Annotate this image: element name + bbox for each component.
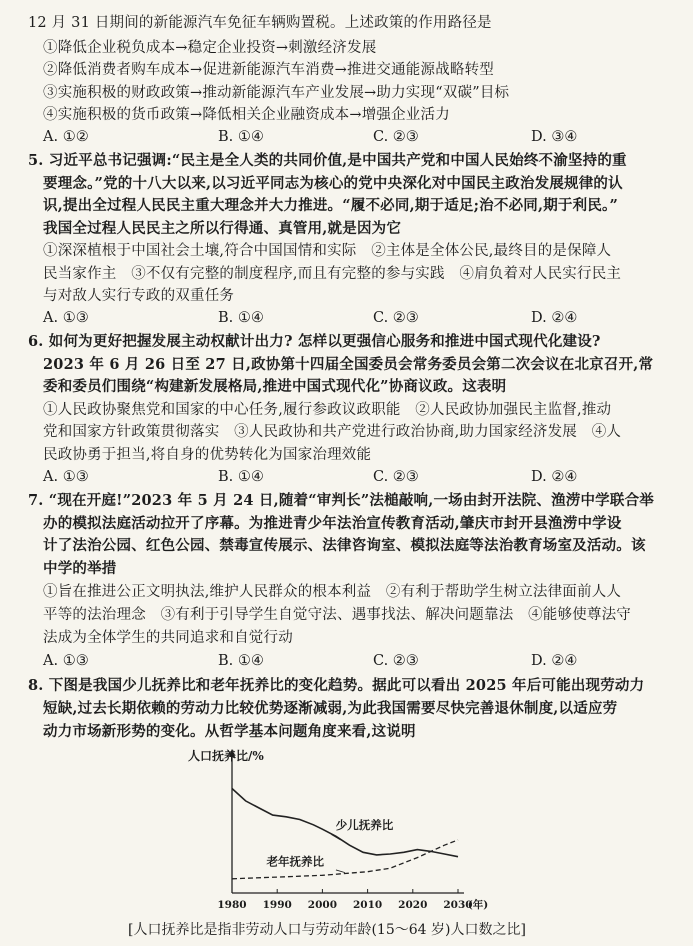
q4-line-1: 12 月 31 日期间的新能源汽车免征车辆购置税。上述政策的作用路径是 [28,15,492,31]
q7-option-c[interactable]: C. ②③ [373,653,419,669]
x-tick-label-2000: 2000 [307,899,338,911]
x-tick-label-1980: 1980 [217,899,247,911]
series-leader-elderly [336,870,345,873]
q5-option-b[interactable]: B. ①④ [218,310,264,326]
series-label-elderly: 老年抚养比 [266,854,325,869]
q7-option-d[interactable]: D. ②④ [531,653,578,669]
q5-options [43,308,663,328]
q7-stem-3: 计了法治公园、红色公园、禁毒宣传展示、法律咨询室、模拟法庭等法治教育场室及活动。该 [43,537,646,554]
q4-options [43,127,663,147]
q6-option-c[interactable]: C. ②③ [373,469,419,485]
q5-option-a[interactable]: A. ①③ [43,310,89,326]
q6-statements-2: 党和国家方针政策贯彻落实 ③人民政协和共产党进行政治协商,助力国家经济发展 ④人 [43,424,622,440]
x-tick-label-2020: 2020 [398,899,428,911]
q4-option-a[interactable]: A. ①② [43,129,89,145]
q7-stem-2: 办的模拟法庭活动拉开了序幕。为推进青少年法治宣传教育活动,肇庆市封开县渔涝中学设 [43,515,622,532]
q6-statements-1: ①人民政协聚焦党和国家的中心任务,履行参政议政职能 ②人民政协加强民主监督,推动 [43,402,612,418]
q6-stem-3: 委和委员们围绕“构建新发展格局,推进中国式现代化”协商议政。这表明 [43,378,507,395]
series-leader-children [331,835,340,840]
q6-stem-2: 2023 年 6 月 26 日至 27 日,政协第十四届全国委员会常务委员会第二次会议在北京召开,常 [43,356,654,373]
x-tick-label-2030: 2030 [443,899,473,911]
q4-statement-2: ②降低消费者购车成本→促进新能源汽车消费→推进交通能源战略转型 [43,62,494,78]
q8-stem-3: 动力市场新形势的变化。从哲学基本问题角度来看,这说明 [43,723,416,740]
q5-statements-2: 民当家作主 ③不仅有完整的制度程序,而且有完整的参与实践 ④肩负着对人民实行民主 [43,266,622,282]
q4-statement-1: ①降低企业税负成本→稳定企业投资→刺激经济发展 [43,40,377,56]
q7-statements-3: 法成为全体学生的共同追求和自觉行动 [43,630,293,646]
series-label-children: 少儿抚养比 [335,818,394,833]
q7-options [43,651,663,671]
q5-option-c[interactable]: C. ②③ [373,310,419,326]
x-tick-label-2010: 2010 [352,899,383,911]
q6-statements-3: 民政协勇于担当,将自身的优势转化为国家治理效能 [43,447,372,463]
x-tick-label-1990: 1990 [262,899,292,911]
chart-caption: [人口抚养比是指非劳动人口与劳动年龄(15～64 岁)人口数之比] [128,922,526,938]
q4-option-c[interactable]: C. ②③ [373,129,419,145]
q4-statement-4: ④实施积极的货币政策→降低相关企业融资成本→增强企业活力 [43,107,450,123]
q7-stem-1: 7. “现在开庭!”2023 年 5 月 24 日,随着“审判长”法槌敲响,一场由封开法院、渔涝中学联合举 [28,492,654,509]
q5-option-d[interactable]: D. ②④ [531,310,578,326]
q5-statements-1: ①深深植根于中国社会土壤,符合中国国情和实际 ②主体是全体公民,最终目的是保障人 [43,243,612,259]
q7-option-a[interactable]: A. ①③ [43,653,89,669]
q6-option-b[interactable]: B. ①④ [218,469,264,485]
q8-stem-1: 8. 下图是我国少儿抚养比和老年抚养比的变化趋势。据此可以看出 2025 年后可能出现劳动力 [28,677,645,694]
q6-option-a[interactable]: A. ①③ [43,469,89,485]
q7-statements-1: ①旨在推进公正文明执法,维护人民群众的根本利益 ②有利于帮助学生树立法律面前人人 [43,584,622,600]
q4-statement-3: ③实施积极的财政政策→推动新能源汽车产业发展→助力实现“双碳”目标 [43,85,510,101]
q8-stem-2: 短缺,过去长期依赖的劳动力比较优势逐渐减弱,为此我国需要尽快完善退休制度,以适应劳 [43,700,618,717]
q5-statements-3: 与对敌人实行专政的双重任务 [43,288,235,304]
q4-option-d[interactable]: D. ③④ [531,129,578,145]
q4-option-b[interactable]: B. ①④ [218,129,264,145]
dependency-ratio-chart [180,745,490,920]
q6-options [43,467,663,487]
q6-stem-1: 6. 如何为更好把握发展主动权献计出力? 怎样以更强信心服务和推进中国式现代化建设? [28,333,601,350]
y-axis-label: 人口抚养比/% [188,749,264,763]
q7-stem-4: 中学的举措 [43,560,117,577]
q7-statements-2: 平等的法治理念 ③有利于引导学生自觉守法、遇事找法、解决问题靠法 ④能够使尊法守 [43,607,631,623]
q7-option-b[interactable]: B. ①④ [218,653,264,669]
q6-option-d[interactable]: D. ②④ [531,469,578,485]
q5-stem-3: 识,提出全过程人民民主重大理念并大力推进。“履不必同,期于适足;治不必同,期于利民。” [43,197,619,214]
q5-stem-4: 我国全过程人民民主之所以行得通、真管用,就是因为它 [43,220,402,237]
x-axis-unit-label: (年) [467,899,489,911]
q5-stem-1: 5. 习近平总书记强调:“民主是全人类的共同价值,是中国共产党和中国人民始终不渝坚持的重 [28,152,627,169]
q5-stem-2: 要理念。”党的十八大以来,以习近平同志为核心的党中央深化对中国民主政治发展规律的认 [43,175,623,192]
